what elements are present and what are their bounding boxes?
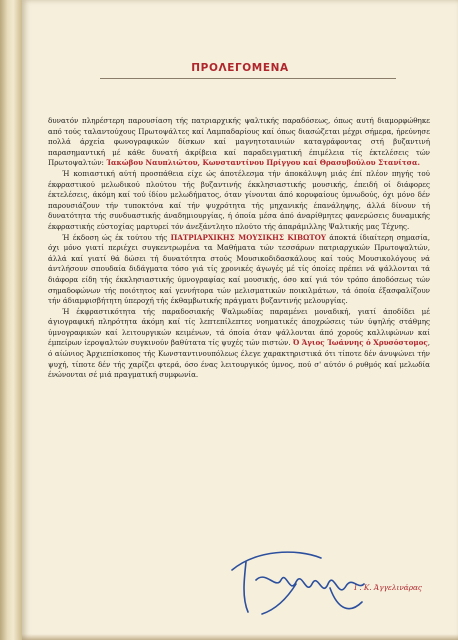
paragraph-4 <box>48 307 430 381</box>
paragraph-1-text: δυνατόν πληρέστερη παρουσίαση τής πατριαρχικής ψαλτικής παραδόσεως, όπως αυτή διαμορφώθηκε από τούς ταλαντούχους Πρωτοψάλτες καί Λαμπαδαρίους καί όπως διασώζεται μέχρι σήμερα, ήρεύνησε πολλά άρχεία φωνογραφικών δίσκων καί μαγνητοταινιών καταγράφοντας στή βυζαντινή παρασημαντική μέ κάθε δυνατή άκρίβεια καί παραδειγματική έπιμέλεια τίς έκτελέσεις τών Πρωτοψαλτών: <box>48 116 430 168</box>
signature-name: Γ. Κ. Άγγελινάρας <box>354 583 422 592</box>
book-spine <box>0 0 22 640</box>
saint-name-highlight: Ό Άγιος Ίωάννης ό Χρυσόστομος <box>292 338 428 348</box>
title-rule <box>100 78 396 79</box>
page-title: ΠΡΟΛΕΓΟΜΕΝΑ <box>191 62 289 74</box>
paragraph-2: Ή κοπιαστική αύτή προσπάθεια είχε ώς άποτέλεσμα τήν άποκάλυψη μιάς έπί πλέον πηγής τού έκφραστικού μελωδικού πλούτου τής βυζαντινής έκκλησιαστικής μουσικής, έπειδή οί διάφορες έκτελέσεις, άκόμη καί τού ίδίου μελωδήματος, όταν γίνονται άπό κορυφαίους ύμνωδούς, όχι μόνο δέν παρουσιάζουν τήν τυποκτόνα καί τήν ψυχρότητα τής μηχανικής έπανάληψης, άλλά δίνουν τή δυνατότητα τής συνδυαστικής άναδημιουργίας, ή όποία μέσα άπό άναρίθμητες φανερώσεις δυναμικής έκφραστικής εύστοχίας μαρτυρεί τόν άνεξάντλητο πλούτο τής άπαράμιλλης Ψαλτικής μας Τέχνης. <box>48 168 430 231</box>
protopsaltes-names: Ίακώβου Ναυπλιώτου, Κωνσταντίνου Πρίγγου καί Θρασυβούλου Στανίτσα. <box>106 158 420 168</box>
paragraph-1 <box>48 116 430 169</box>
paragraph-4-before: Ή έκφραστικότητα τής παραδοσιακής Ψαλμωδίας παραμένει μοναδική, γιατί άποδίδει μέ άγιογραφική πληρότητα άκόμη καί τίς λεπτεπίλεπτες νοηματικές άποχρώσεις τών ύψηλής στάθμης ύμνογραφικών καί λειτουργικών κειμένων, τά όποία όταν ψάλλονται άπό χορούς καλλιφώνων καί έμπείρων ίεροψαλτών συγκινούν βαθύτατα τίς ψυχές τών πιστών. <box>48 306 430 348</box>
paragraph-4-after: , ό αίώνιος Άρχιεπίσκοπος τής Κωνσταντινουπόλεως έλεγε χαρακτηριστικά ότι τίποτε δέν άνυψώνει τήν ψυχή, τίποτε δέν τής χαρίζει φτερά, όσο ένας λειτουργικός ύμνος, πού σ' αύτόν ό ρυθμός καί μελωδία ένώνονται σέ μιά πραγματική συμφωνία. <box>48 338 430 380</box>
page-bottom-edge <box>22 634 458 640</box>
paragraph-3-after: άποκτά ίδιαίτερη σημασία, όχι μόνο γιατί περιέχει συγκεντρωμένα τα Μαθήματα τών τεσσάρων πατριαρχικών Πρωτοψαλτών, άλλά καί γιατί θά δώσει τή δυνατότητα στούς Μουσικοδιδασκάλους καί τούς Μουσικολόγους νά άντλήσουν σπουδαία διδάγματα τόσο γιά τίς χρονικές άγωγές μέ τίς όποίες πρέπει νά ψάλλονται τά διάφορα είδη τής έκκλησιαστικής ύμνογραφίας καί μουσικής, όσο καί γιά τόν τρόπο άποδόσεως τών σημαδοφώνων τής ποιότητος καί γεννήτορα τών μελισματικών ποικιλμάτων, τά όποία έξασφαλίζουν τήν άδιαμφισβήτητη ύπεροχή τής έκθαμβωτικής πράγματι βυζαντινής μελουργίας. <box>48 232 430 306</box>
book-title-highlight: ΠΑΤΡΙΑΡΧΙΚΗΣ ΜΟΥΣΙΚΗΣ ΚΙΒΩΤΟΥ <box>170 232 326 242</box>
handwritten-signature <box>226 540 396 620</box>
paragraph-3 <box>48 233 430 307</box>
paragraph-3-before: Ή έκδοση ώς έκ τούτου τής <box>62 232 171 242</box>
body-text <box>48 116 430 381</box>
